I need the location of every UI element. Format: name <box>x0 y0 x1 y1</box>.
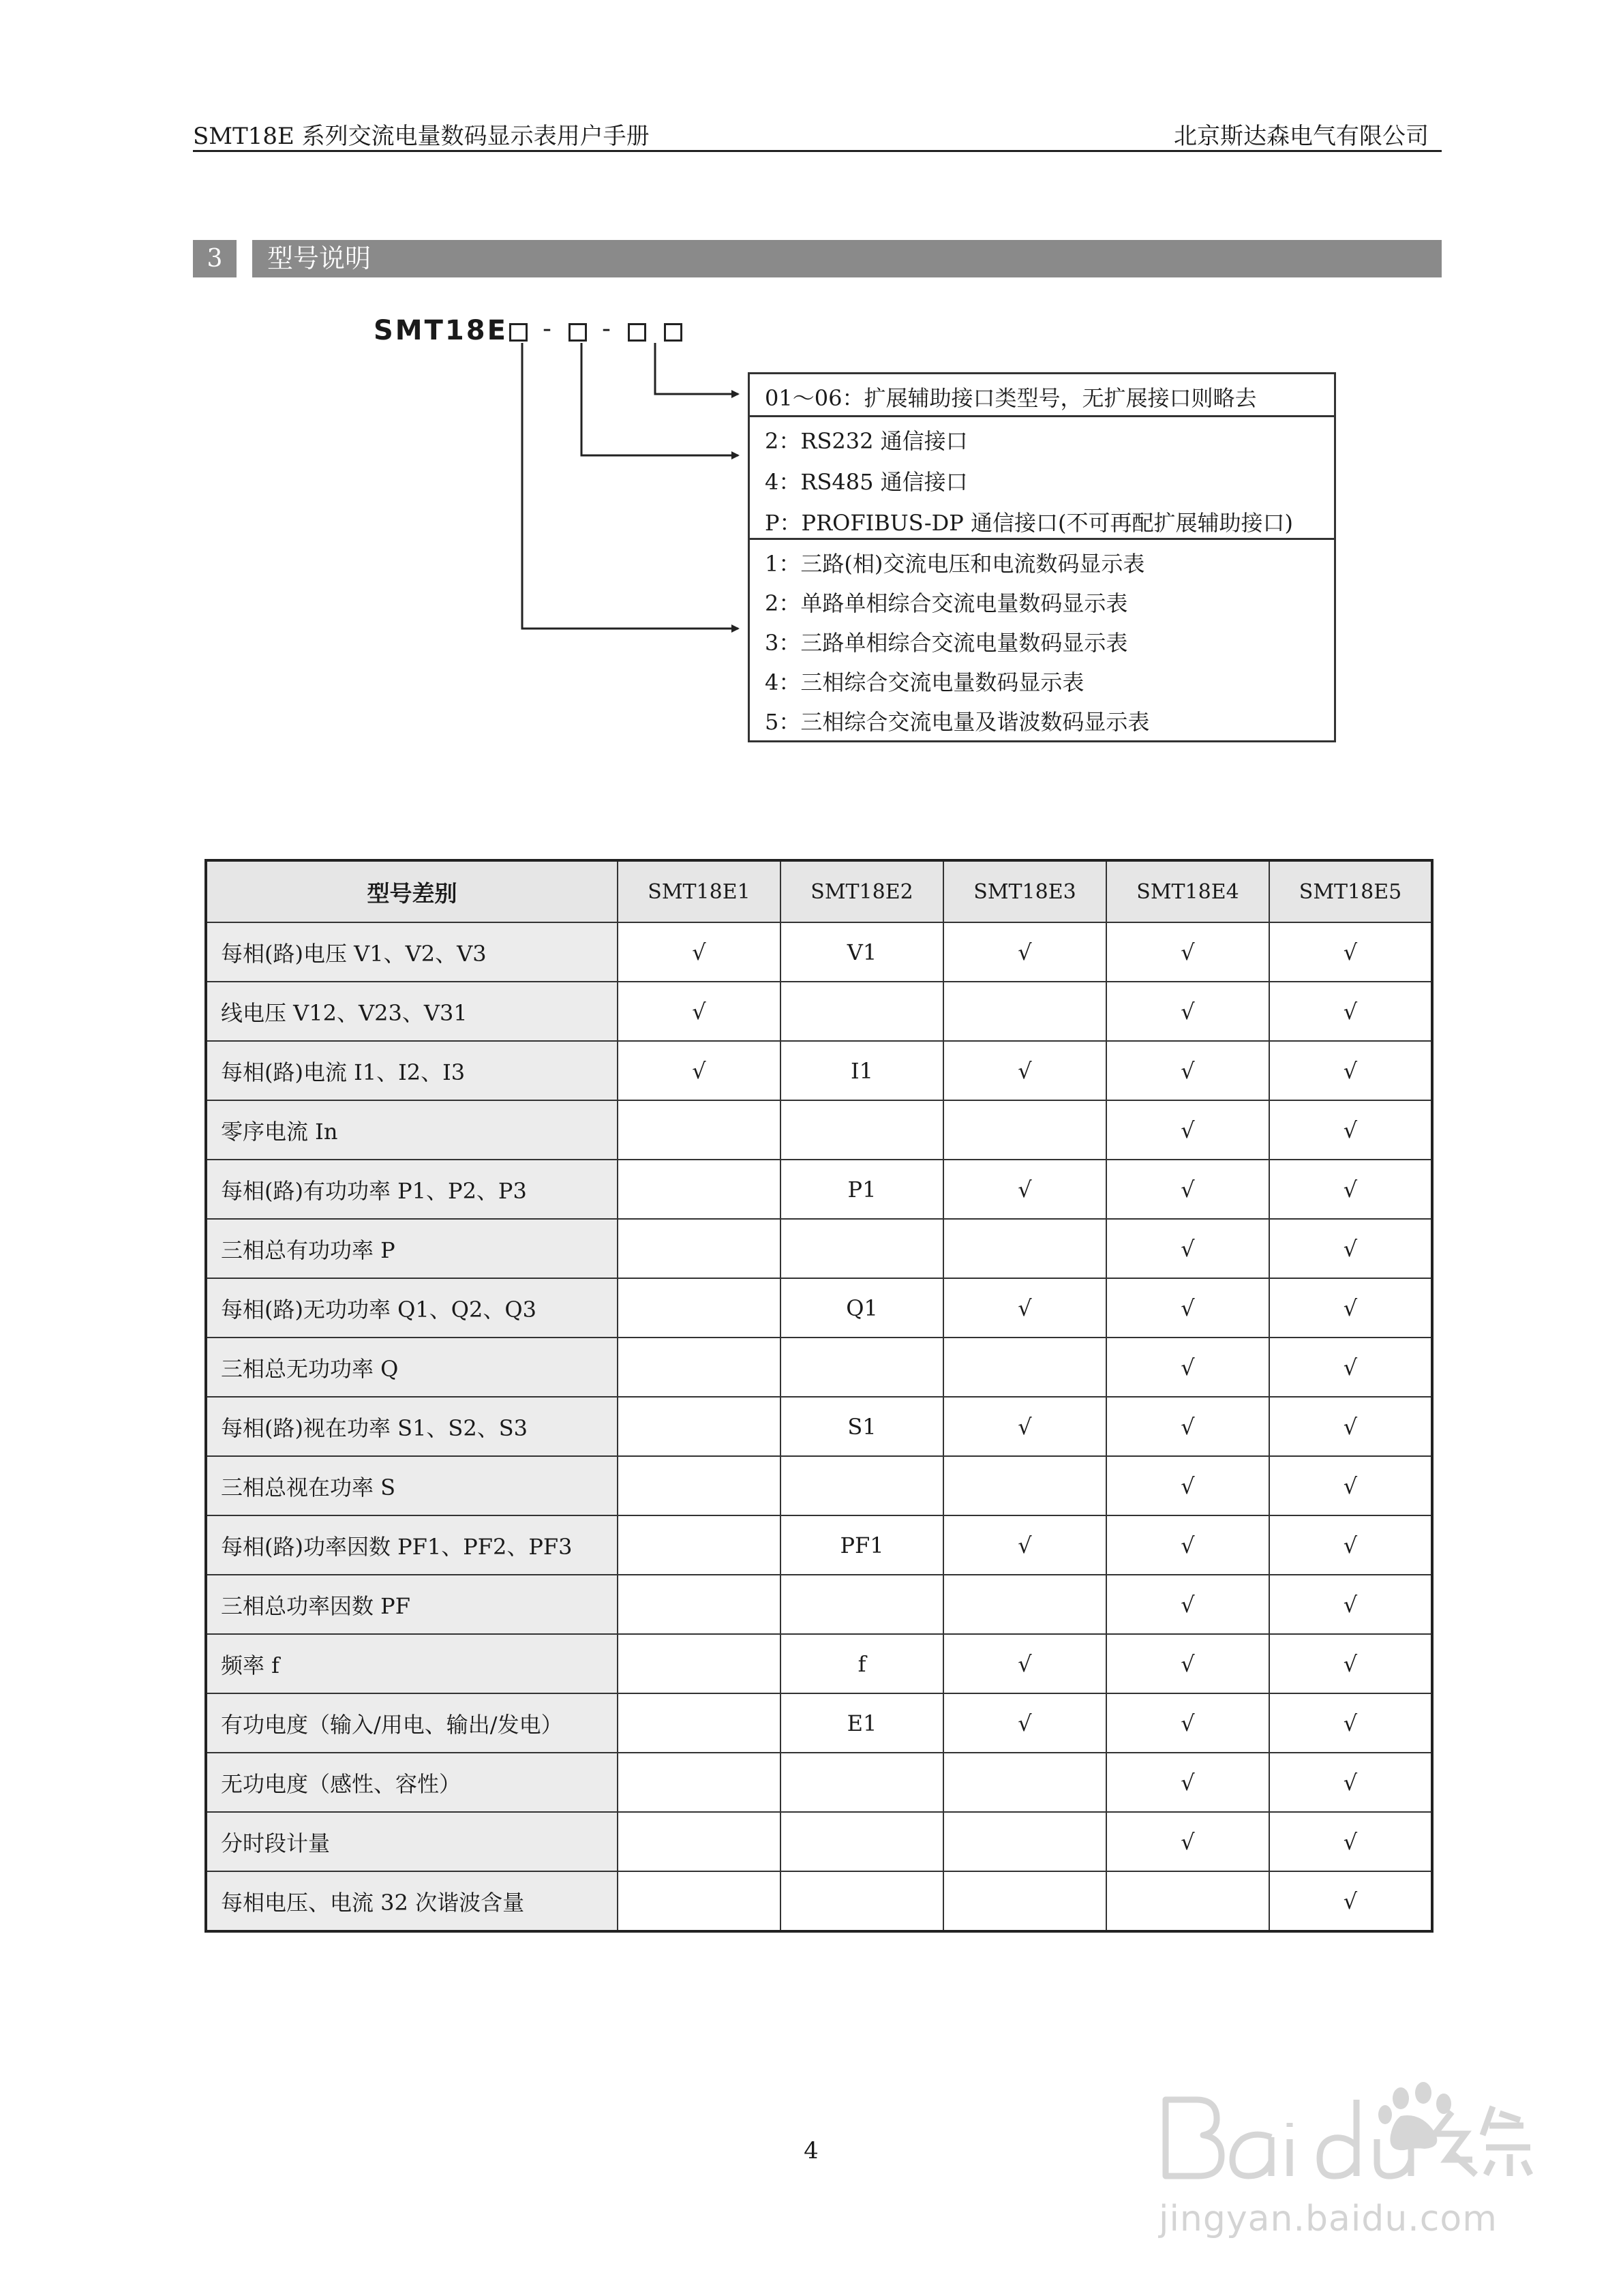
table-cell-value <box>618 1219 780 1278</box>
section-title: 型号说明 <box>252 240 1442 277</box>
table-row <box>206 1753 1432 1812</box>
connector-group1 <box>655 343 738 394</box>
table-cell-value: √ <box>1106 982 1269 1041</box>
option-type-1: 1：三路(相)交流电压和电流数码显示表 <box>765 551 1145 577</box>
option-group-extension <box>748 372 1336 417</box>
table-cell-value <box>780 1812 943 1871</box>
table-cell-value: √ <box>1269 922 1432 982</box>
table-cell-value <box>618 1753 780 1812</box>
table-cell-value: √ <box>1269 1753 1432 1812</box>
table-cell-value: √ <box>1106 1515 1269 1575</box>
table-header-row <box>206 860 1432 922</box>
table-cell-value: √ <box>1269 1219 1432 1278</box>
table-cell-feature: 每相(路)电流 I1、I2、I3 <box>206 1041 618 1100</box>
table-row <box>206 1871 1432 1931</box>
table-cell-value: √ <box>943 1041 1106 1100</box>
table-cell-value <box>943 982 1106 1041</box>
table-cell-value: √ <box>1106 1160 1269 1219</box>
table-cell-value: √ <box>1269 1100 1432 1160</box>
option-comm-rs485: 4：RS485 通信接口 <box>765 469 968 495</box>
table-cell-feature: 每相(路)电压 V1、V2、V3 <box>206 922 618 982</box>
table-cell-value <box>780 1100 943 1160</box>
option-extension: 01～06：扩展辅助接口类型号，无扩展接口则略去 <box>765 385 1257 411</box>
table-cell-value: I1 <box>780 1041 943 1100</box>
table-cell-value: √ <box>1106 1812 1269 1871</box>
table-cell-value <box>618 1278 780 1338</box>
table-cell-value <box>618 1634 780 1693</box>
table-cell-feature: 无功电度（感性、容性） <box>206 1753 618 1812</box>
table-row <box>206 1812 1432 1871</box>
option-type-3: 3：三路单相综合交流电量数码显示表 <box>765 630 1128 656</box>
table-cell-value: √ <box>1106 1100 1269 1160</box>
table-cell-value: PF1 <box>780 1515 943 1575</box>
table-cell-feature: 分时段计量 <box>206 1812 618 1871</box>
table-row <box>206 1515 1432 1575</box>
table-header-model: SMT18E2 <box>780 860 943 922</box>
table-row <box>206 1219 1432 1278</box>
table-cell-feature: 线电压 V12、V23、V31 <box>206 982 618 1041</box>
table-row <box>206 1456 1432 1515</box>
table-cell-value: √ <box>1269 1575 1432 1634</box>
table-cell-value <box>618 1515 780 1575</box>
section-number: 3 <box>193 240 237 277</box>
table-cell-value: √ <box>1269 1041 1432 1100</box>
model-code-dash-2: - <box>602 315 611 343</box>
table-header-model: SMT18E3 <box>943 860 1106 922</box>
table-cell-value: √ <box>1106 1456 1269 1515</box>
table-cell-value <box>1106 1871 1269 1931</box>
table-cell-value: f <box>780 1634 943 1693</box>
table-cell-value: V1 <box>780 922 943 982</box>
table-cell-value <box>943 1338 1106 1397</box>
table-cell-feature: 频率 f <box>206 1634 618 1693</box>
table-cell-value <box>780 1575 943 1634</box>
table-cell-feature: 三相总视在功率 S <box>206 1456 618 1515</box>
table-header-model: SMT18E1 <box>618 860 780 922</box>
table-cell-value: √ <box>618 922 780 982</box>
table-header-model: SMT18E4 <box>1106 860 1269 922</box>
connector-group3 <box>522 343 738 629</box>
option-comm-rs232: 2：RS232 通信接口 <box>765 428 968 454</box>
table-cell-value: √ <box>1106 1397 1269 1456</box>
table-cell-value <box>943 1219 1106 1278</box>
table-header-model: SMT18E5 <box>1269 860 1432 922</box>
table-cell-value: √ <box>1269 1812 1432 1871</box>
table-cell-value: √ <box>943 1634 1106 1693</box>
table-cell-value: √ <box>1269 1278 1432 1338</box>
baidu-jingyan-watermark-logo <box>1132 2072 1541 2202</box>
table-cell-value <box>943 1812 1106 1871</box>
table-cell-feature: 三相总有功功率 P <box>206 1219 618 1278</box>
table-row <box>206 1160 1432 1219</box>
table-cell-value: P1 <box>780 1160 943 1219</box>
table-cell-value: √ <box>1269 1693 1432 1753</box>
table-cell-feature: 每相(路)视在功率 S1、S2、S3 <box>206 1397 618 1456</box>
table-cell-value <box>943 1871 1106 1931</box>
table-cell-value: √ <box>1106 1041 1269 1100</box>
option-group-communication <box>748 415 1336 540</box>
table-cell-value <box>618 1338 780 1397</box>
connector-group2 <box>581 343 738 455</box>
table-row <box>206 1338 1432 1397</box>
table-cell-value: √ <box>943 1515 1106 1575</box>
table-cell-value <box>780 1456 943 1515</box>
page-number: 4 <box>804 2137 819 2164</box>
table-row <box>206 1100 1432 1160</box>
table-cell-value: √ <box>943 1693 1106 1753</box>
table-cell-feature: 有功电度（输入/用电、输出/发电） <box>206 1693 618 1753</box>
table-row <box>206 1041 1432 1100</box>
table-cell-value: √ <box>943 1278 1106 1338</box>
table-cell-value <box>943 1456 1106 1515</box>
table-cell-value: √ <box>1269 1515 1432 1575</box>
table-cell-value: √ <box>1269 982 1432 1041</box>
option-type-2: 2：单路单相综合交流电量数码显示表 <box>765 590 1128 616</box>
table-cell-value <box>780 1753 943 1812</box>
table-cell-value: √ <box>618 982 780 1041</box>
table-cell-value: √ <box>1106 1575 1269 1634</box>
table-cell-value: √ <box>1269 1456 1432 1515</box>
table-row <box>206 1397 1432 1456</box>
table-cell-value: √ <box>1269 1338 1432 1397</box>
table-cell-value <box>943 1100 1106 1160</box>
table-cell-value: √ <box>943 1397 1106 1456</box>
table-cell-value <box>618 1575 780 1634</box>
table-cell-value <box>618 1160 780 1219</box>
table-row <box>206 1693 1432 1753</box>
header-title: SMT18E 系列交流电量数码显示表用户手册 <box>193 123 650 150</box>
table-cell-value: √ <box>1106 1338 1269 1397</box>
option-comm-profibus: P：PROFIBUS-DP 通信接口(不可再配扩展辅助接口) <box>765 510 1293 536</box>
table-cell-value: √ <box>1106 1278 1269 1338</box>
option-group-type <box>748 538 1336 742</box>
table-cell-feature: 三相总功率因数 PF <box>206 1575 618 1634</box>
option-type-5: 5：三相综合交流电量及谐波数码显示表 <box>765 709 1150 735</box>
table-cell-value: √ <box>943 922 1106 982</box>
model-code-dash-1: - <box>543 315 551 343</box>
table-cell-feature: 零序电流 In <box>206 1100 618 1160</box>
table-cell-value: Q1 <box>780 1278 943 1338</box>
table-cell-value <box>618 1397 780 1456</box>
table-cell-value <box>618 1812 780 1871</box>
table-cell-feature: 三相总无功功率 Q <box>206 1338 618 1397</box>
table-row <box>206 1575 1432 1634</box>
table-cell-value: √ <box>618 1041 780 1100</box>
table-cell-value: √ <box>1106 1693 1269 1753</box>
table-cell-value <box>780 982 943 1041</box>
table-cell-value <box>780 1219 943 1278</box>
table-cell-feature: 每相电压、电流 32 次谐波含量 <box>206 1871 618 1931</box>
table-cell-value: √ <box>1106 1219 1269 1278</box>
header-company: 北京斯达森电气有限公司 <box>1174 123 1429 150</box>
table-header-feature: 型号差别 <box>206 860 618 922</box>
table-cell-value: E1 <box>780 1693 943 1753</box>
table-cell-value <box>618 1100 780 1160</box>
table-cell-value: √ <box>1269 1634 1432 1693</box>
table-cell-value <box>618 1456 780 1515</box>
table-cell-feature: 每相(路)有功功率 P1、P2、P3 <box>206 1160 618 1219</box>
table-cell-value: √ <box>1106 1753 1269 1812</box>
table-cell-feature: 每相(路)功率因数 PF1、PF2、PF3 <box>206 1515 618 1575</box>
table-row <box>206 1634 1432 1693</box>
table-cell-value <box>943 1575 1106 1634</box>
table-cell-value: √ <box>1269 1397 1432 1456</box>
table-cell-value: √ <box>1269 1871 1432 1931</box>
option-type-4: 4：三相综合交流电量数码显示表 <box>765 669 1084 695</box>
table-cell-value <box>780 1871 943 1931</box>
model-comparison-table <box>204 859 1434 1933</box>
watermark-url: jingyan.baidu.com <box>1159 2199 1498 2239</box>
table-cell-value <box>618 1693 780 1753</box>
table-row <box>206 1278 1432 1338</box>
table-cell-value: S1 <box>780 1397 943 1456</box>
table-cell-value: √ <box>1106 922 1269 982</box>
table-cell-value <box>618 1871 780 1931</box>
table-cell-value: √ <box>943 1160 1106 1219</box>
table-row <box>206 982 1432 1041</box>
table-cell-value: √ <box>1269 1160 1432 1219</box>
table-cell-value: √ <box>1106 1634 1269 1693</box>
model-code-prefix: SMT18E <box>374 315 508 346</box>
table-cell-value <box>943 1753 1106 1812</box>
table-cell-feature: 每相(路)无功功率 Q1、Q2、Q3 <box>206 1278 618 1338</box>
table-row <box>206 922 1432 982</box>
table-cell-value <box>780 1338 943 1397</box>
